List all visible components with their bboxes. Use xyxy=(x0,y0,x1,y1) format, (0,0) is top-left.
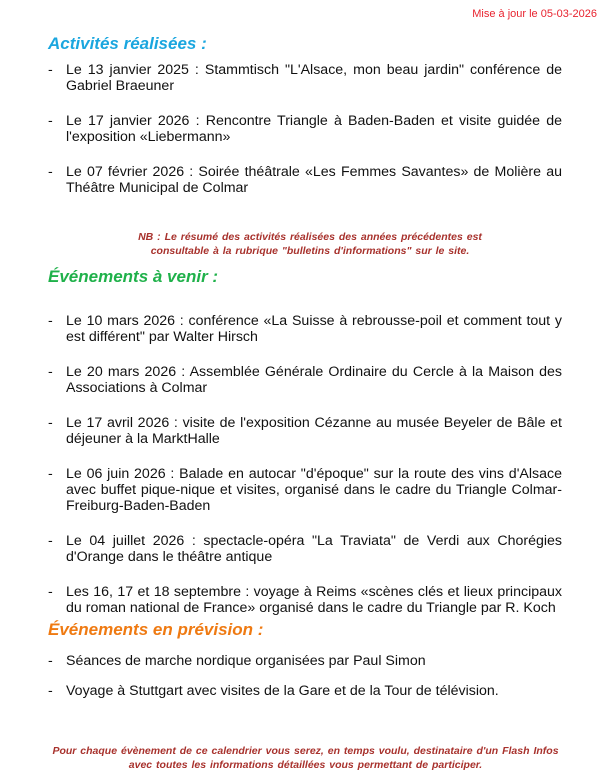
planned-events-list xyxy=(48,653,562,713)
bullet-dash: - xyxy=(48,683,53,699)
upcoming-events-list xyxy=(48,313,562,635)
bullet-dash: - xyxy=(48,533,53,549)
list-item xyxy=(48,313,562,345)
list-item-text: Voyage à Stuttgart avec visites de la Gare et de la Tour de télévision. xyxy=(66,683,499,699)
done-activities-list xyxy=(48,62,562,215)
list-item-text: Le 17 janvier 2026 : Rencontre Triangle à Baden-Baden et visite guidée de l'exposition «Liebermann» xyxy=(66,113,562,145)
bullet-dash: - xyxy=(48,653,53,669)
list-item xyxy=(48,164,562,196)
bullet-dash: - xyxy=(48,466,53,482)
list-item-text: Le 07 février 2026 : Soirée théâtrale «Les Femmes Savantes» de Molière au Théâtre Municipal de Colmar xyxy=(66,164,562,196)
list-item-text: Le 17 avril 2026 : visite de l'exposition Cézanne au musée Beyeler de Bâle et déjeuner à la MarktHalle xyxy=(66,415,562,447)
update-note: Mise à jour le 05-03-2026 xyxy=(472,8,597,20)
list-item-text: Séances de marche nordique organisées par Paul Simon xyxy=(66,653,426,669)
bullet-dash: - xyxy=(48,313,53,329)
bullet-dash: - xyxy=(48,415,53,431)
list-item xyxy=(48,653,562,669)
footer-note: Pour chaque évènement de ce calendrier vous serez, en temps voulu, destinataire d'un Flash Infos avec toutes les informations détaillées vous permettant de participer. xyxy=(52,744,559,771)
section-title-done: Activités réalisées : xyxy=(48,34,207,53)
list-item xyxy=(48,62,562,94)
bullet-dash: - xyxy=(48,62,53,78)
list-item-text: Le 20 mars 2026 : Assemblée Générale Ordinaire du Cercle à la Maison des Associations à Colmar xyxy=(66,364,562,396)
list-item-text: Le 10 mars 2026 : conférence «La Suisse à rebrousse-poil et comment tout y est différent" par Walter Hirsch xyxy=(66,313,562,345)
bullet-dash: - xyxy=(48,164,53,180)
section-title-upcoming: Événements à venir : xyxy=(48,267,219,286)
bullet-dash: - xyxy=(48,113,53,129)
section-title-planned: Événements en prévision : xyxy=(48,620,264,639)
list-item-text: Le 04 juillet 2026 : spectacle-opéra "La Traviata" de Verdi aux Chorégies d'Orange dans le théâtre antique xyxy=(66,533,562,565)
nb-note: NB : Le résumé des activités réalisées des années précédentes est consultable à la rubrique "bulletins d'informations" sur le site. xyxy=(138,230,482,257)
bullet-dash: - xyxy=(48,584,53,600)
list-item-text: Le 13 janvier 2025 : Stammtisch "L'Alsace, mon beau jardin" conférence de Gabriel Braeuner xyxy=(66,62,562,94)
list-item xyxy=(48,466,562,514)
list-item-text: Le 06 juin 2026 : Balade en autocar "d'époque" sur la route des vins d'Alsace avec buffet pique-nique et visites, organisé dans le cadre du Triangle Colmar-Freiburg-Baden-Baden xyxy=(66,466,562,514)
list-item xyxy=(48,364,562,396)
bullet-dash: - xyxy=(48,364,53,380)
list-item xyxy=(48,533,562,565)
list-item xyxy=(48,113,562,145)
list-item xyxy=(48,584,562,616)
list-item xyxy=(48,683,562,699)
list-item xyxy=(48,415,562,447)
list-item-text: Les 16, 17 et 18 septembre : voyage à Reims «scènes clés et lieux principaux du roman national de France» organisé dans le cadre du Triangle par R. Koch xyxy=(66,584,562,616)
